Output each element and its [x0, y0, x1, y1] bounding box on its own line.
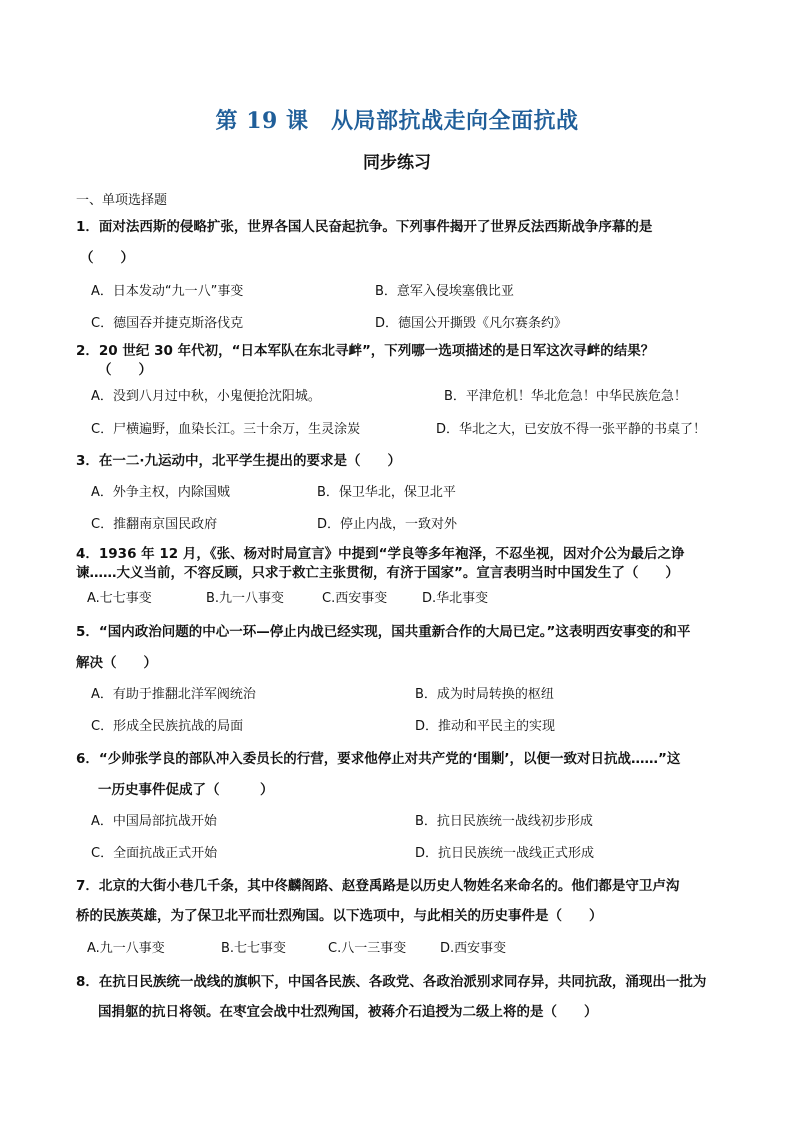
option-d[interactable]: D.华北事变: [422, 591, 489, 606]
option-b[interactable]: B．保卫华北，保卫北平: [317, 485, 456, 500]
option-b[interactable]: B．成为时局转换的枢纽: [415, 687, 554, 702]
option-b[interactable]: B．意军入侵埃塞俄比亚: [375, 284, 514, 299]
question-6-text: 一历史事件促成了（ ）: [98, 782, 274, 798]
question-5-text: 解决（ ）: [76, 655, 157, 671]
option-d[interactable]: D.西安事变: [440, 941, 507, 956]
question-6-text: 6．“少帅张学良的部队冲入委员长的行营，要求他停止对共产党的‘围剿’，以便一致对日抗战……”这: [76, 751, 681, 767]
option-c[interactable]: C.西安事变: [322, 591, 388, 606]
question-2-text: 2．20 世纪 30 年代初，“日本军队在东北寻衅”，下列哪一选项描述的是日军这次寻衅的结果？: [76, 343, 655, 359]
option-d[interactable]: D．德国公开撕毁《凡尔赛条约》: [375, 316, 568, 331]
option-d[interactable]: D．抗日民族统一战线正式形成: [415, 846, 595, 861]
option-c[interactable]: C．形成全民族抗战的局面: [91, 719, 244, 734]
option-a[interactable]: A.七七事变: [87, 591, 152, 606]
question-8-text: 国捐躯的抗日将领。在枣宜会战中壮烈殉国，被蒋介石追授为二级上将的是（ ）: [98, 1004, 598, 1020]
option-a[interactable]: A．外争主权，内除国贼: [91, 485, 230, 500]
option-c[interactable]: C.八一三事变: [328, 941, 407, 956]
question-3-text: 3．在一二·九运动中，北平学生提出的要求是（ ）: [76, 453, 402, 469]
question-7-text: 7．北京的大街小巷几千条，其中佟麟阁路、赵登禹路是以历史人物姓名来命名的。他们都是守卫卢沟: [76, 878, 680, 894]
option-a[interactable]: A．有助于推翻北洋军阀统治: [91, 687, 256, 702]
question-5-text: 5．“国内政治问题的中心一环—停止内战已经实现，国共重新合作的大局已定。”这表明西安事变的和平: [76, 624, 691, 640]
lesson-title: 第 19 课 从局部抗战走向全面抗战: [215, 108, 579, 134]
option-b[interactable]: B．平津危机！华北危急！中华民族危急！: [444, 389, 687, 404]
option-c[interactable]: C．尸横遍野，血染长江。三十余万，生灵涂炭: [91, 422, 361, 437]
question-7-text: 桥的民族英雄，为了保卫北平而壮烈殉国。以下选项中，与此相关的历史事件是（ ）: [76, 908, 603, 924]
option-b[interactable]: B.九一八事变: [206, 591, 285, 606]
question-8-text: 8．在抗日民族统一战线的旗帜下，中国各民族、各政党、各政治派别求同存异，共同抗敌，涌现出一批为: [76, 974, 707, 990]
option-a[interactable]: A．没到八月过中秋，小鬼便抢沈阳城。: [91, 389, 321, 404]
option-b[interactable]: B.七七事变: [221, 941, 287, 956]
subtitle: 同步练习: [363, 153, 431, 173]
section-heading: 一、单项选择题: [76, 193, 168, 208]
option-d[interactable]: D．华北之大，已安放不得一张平静的书桌了！: [436, 422, 707, 437]
option-b[interactable]: B．抗日民族统一战线初步形成: [415, 814, 593, 829]
question-2-text: （ ）: [98, 362, 152, 378]
option-a[interactable]: A．中国局部抗战开始: [91, 814, 217, 829]
option-c[interactable]: C．推翻南京国民政府: [91, 517, 218, 532]
question-4-text: 4．1936 年 12 月，《张、杨对时局宣言》中提到“学良等多年袍泽，不忍坐视，因对介公为最后之诤: [76, 546, 685, 562]
question-1-text: 1．面对法西斯的侵略扩张，世界各国人民奋起抗争。下列事件揭开了世界反法西斯战争序幕的是: [76, 219, 653, 235]
option-d[interactable]: D．推动和平民主的实现: [415, 719, 556, 734]
option-a[interactable]: A．日本发动“九一八”事变: [91, 284, 244, 299]
option-c[interactable]: C．全面抗战正式开始: [91, 846, 218, 861]
option-c[interactable]: C．德国吞并捷克斯洛伐克: [91, 316, 244, 331]
question-4-text: 谏……大义当前，不容反顾，只求于救亡主张贯彻，有济于国家”。宣言表明当时中国发生了（ ）: [76, 565, 679, 581]
option-a[interactable]: A.九一八事变: [87, 941, 165, 956]
question-1-text: （ ）: [80, 250, 134, 266]
option-d[interactable]: D．停止内战，一致对外: [317, 517, 458, 532]
